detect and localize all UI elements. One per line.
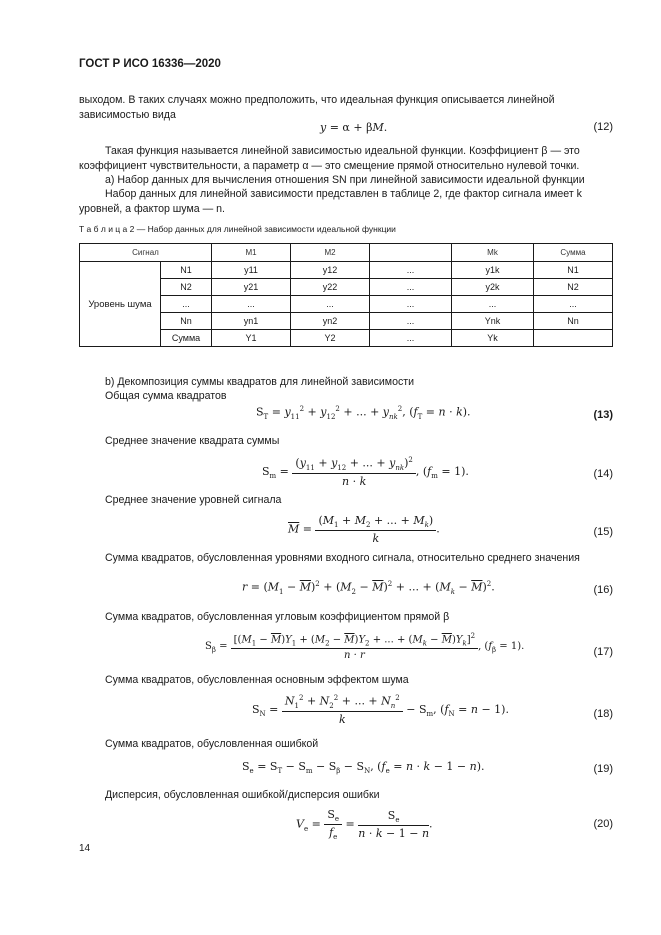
data-table xyxy=(79,243,613,347)
formula-number-18: (18) xyxy=(593,708,613,720)
table-row xyxy=(80,262,613,279)
table-cell: N2 xyxy=(534,279,613,296)
paragraph-input-levels: Сумма квадратов, обусловленная уровнями входного сигнала, относительно среднего значения xyxy=(105,552,580,564)
table-cell: y21 xyxy=(212,279,291,296)
paragraph-dataset-a: а) Набор данных для вычисления отношения SN при линейной зависимости идеальной функции xyxy=(105,174,585,186)
page-number: 14 xyxy=(79,843,91,854)
table-cell: N1 xyxy=(534,262,613,279)
formula-12: y = α + βM. xyxy=(320,121,388,134)
paragraph-noise-effect: Сумма квадратов, обусловленная основным эффектом шума xyxy=(105,674,409,686)
formula-number-16: (16) xyxy=(593,584,613,596)
noise-level-label: Уровень шума xyxy=(80,262,161,347)
header-ellipsis xyxy=(370,244,452,262)
formula-18: $S_N$ = $\frac{N_1^2 + N_2^2 + ... + N_n^2}{k}$ − $S_m$, $(f_N = n - 1)$. xyxy=(252,694,509,726)
paragraph-error-sum: Сумма квадратов, обусловленная ошибкой xyxy=(105,738,319,750)
header-signal: Сигнал xyxy=(80,244,212,262)
formula-number-13: (13) xyxy=(593,409,613,421)
table-cell: N2 xyxy=(161,279,212,296)
paragraph-slope: Сумма квадратов, обусловленная угловым коэффициентом прямой β xyxy=(105,611,450,623)
header-m1: M1 xyxy=(212,244,291,262)
formula-number-17: (17) xyxy=(593,646,613,658)
table-cell: ... xyxy=(370,313,452,330)
paragraph-total-sum: Общая сумма квадратов xyxy=(105,390,227,402)
table-cell: y12 xyxy=(291,262,370,279)
table-cell: Nn xyxy=(534,313,613,330)
table-cell: ... xyxy=(370,262,452,279)
table-cell: y2k xyxy=(452,279,534,296)
table-cell: ... xyxy=(370,296,452,313)
paragraph-mean-square: Среднее значение квадрата суммы xyxy=(105,435,280,447)
formula-14: $S_m$ = $\frac{(y_{11} + y_{12} + ... + y_{nk})^2}{n \cdot k}$ , $(f_m = 1)$. xyxy=(262,456,469,488)
formula-number-12: (12) xyxy=(593,121,613,133)
formula-number-15: (15) xyxy=(593,526,613,538)
paragraph-decomposition: b) Декомпозиция суммы квадратов для линейной зависимости xyxy=(105,376,415,388)
table-cell: ... xyxy=(291,296,370,313)
formula-number-20: (20) xyxy=(593,818,613,830)
table-cell: ... xyxy=(452,296,534,313)
document-header: ГОСТ Р ИСО 16336—2020 xyxy=(79,58,221,70)
table-cell: Y1 xyxy=(212,330,291,347)
table-cell xyxy=(534,330,613,347)
table-cell: Yk xyxy=(452,330,534,347)
table-caption: Т а б л и ц а 2 — Набор данных для линейной зависимости идеальной функции xyxy=(79,224,396,234)
formula-13: $S_T = y_{11}^2 + y_{12}^2$ + ... + $y_{nk}^2$, $(f_T = n \cdot k)$. xyxy=(256,405,471,421)
table-cell: Nn xyxy=(161,313,212,330)
table-cell: y1k xyxy=(452,262,534,279)
table-cell: Ynk xyxy=(452,313,534,330)
formula-15: $\overline{M}$ = $\frac{(M_1 + M_2 + ... + M_k)}{k}$ . xyxy=(288,514,440,546)
paragraph-intro: выходом. В таких случаях можно предположить, что идеальная функция описывается линейной зависимостью вида xyxy=(79,94,555,121)
table-cell: yn2 xyxy=(291,313,370,330)
header-mk: Mk xyxy=(452,244,534,262)
formula-16: $r = (M_1 - \overline{M})^2 + (M_2 - \overline{M})^2$ + ... + $(M_k - \overline{M})^2$. xyxy=(242,580,495,596)
table-cell: yn1 xyxy=(212,313,291,330)
header-sum: Сумма xyxy=(534,244,613,262)
formula-number-14: (14) xyxy=(593,468,613,480)
table-cell: ... xyxy=(370,279,452,296)
table-cell: Y2 xyxy=(291,330,370,347)
table-cell: y11 xyxy=(212,262,291,279)
paragraph-mean-signal: Среднее значение уровней сигнала xyxy=(105,494,282,506)
paragraph-error-variance: Дисперсия, обусловленная ошибкой/дисперсия ошибки xyxy=(105,789,380,801)
table-cell: ... xyxy=(370,330,452,347)
table-cell: ... xyxy=(212,296,291,313)
paragraph-dataset-desc: Набор данных для линейной зависимости представлен в таблице 2, где фактор сигнала имеет k уровней, а фактор шума — n. xyxy=(79,188,582,215)
table-cell: Сумма xyxy=(161,330,212,347)
paragraph-linear-function: Такая функция называется линейной зависимостью идеальной функции. Коэффициент β — это коэффициент чувствительности, а параметр α — это смещение прямой относительно нулевой точки. xyxy=(79,145,580,172)
table-cell: y22 xyxy=(291,279,370,296)
formula-17: $S_\beta$ = $\frac{[(M_1 - \overline{M})Y_1 + (M_2 - \overline{M})Y_2 + ... + (M_k - \overline{M})Y_k]^2}{n \cdot r}$ , $(f_\beta = 1)$. xyxy=(205,632,525,662)
table-cell: ... xyxy=(534,296,613,313)
table-cell: ... xyxy=(161,296,212,313)
table-header-row xyxy=(80,244,613,262)
formula-20: $V_e$ = $\frac{S_e}{f_e}$ = $\frac{S_e}{n \cdot k - 1 - n}$ . xyxy=(296,808,433,842)
formula-number-19: (19) xyxy=(593,763,613,775)
table-cell: N1 xyxy=(161,262,212,279)
formula-19: $S_e = S_T - S_m - S_\beta - S_N$, $(f_e = n \cdot k - 1 - n)$. xyxy=(242,760,485,776)
header-m2: M2 xyxy=(291,244,370,262)
